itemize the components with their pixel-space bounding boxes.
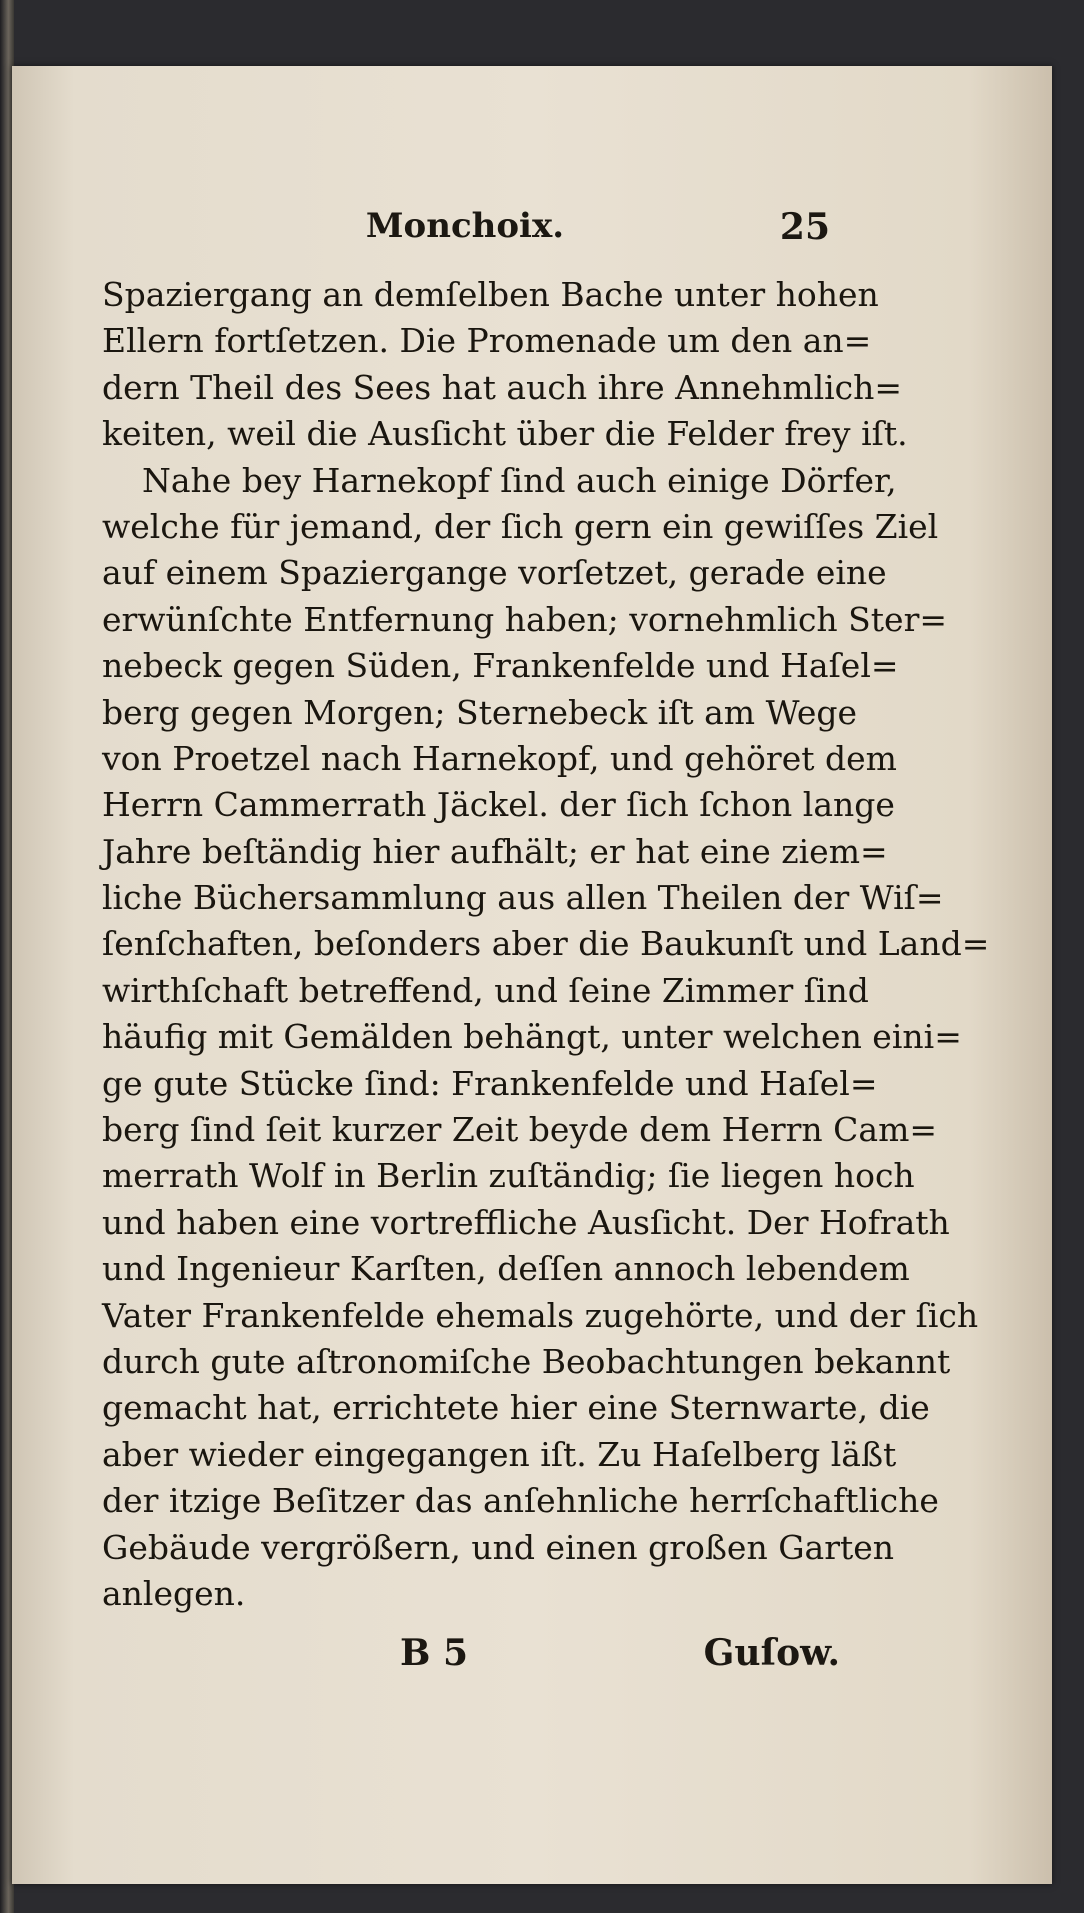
text-line: ſenſchaften, beſonders aber die Baukunſt und Land= [102, 924, 990, 964]
text-line: von Proetzel nach Harnekopf, und gehöret dem [102, 738, 897, 778]
text-line: Herrn Cammerrath Jäckel. der ſich ſchon lange [102, 785, 895, 825]
page-header [100, 206, 830, 256]
text-line: wirthſchaft betreffend, und ſeine Zimmer ſind [102, 970, 869, 1010]
text-line: Gebäude vergrößern, und einen großen Garten [102, 1527, 895, 1567]
text-line: dern Theil des Sees hat auch ihre Annehmlich= [102, 367, 903, 407]
text-line: berg gegen Morgen; Sternebeck iſt am Wege [102, 692, 858, 732]
text-line: Spaziergang an demſelben Bache unter hohen [102, 275, 879, 314]
text-line: häufig mit Gemälden behängt, unter welchen eini= [102, 1017, 962, 1057]
text-line: anlegen. [102, 1573, 246, 1613]
text-line: auf einem Spaziergange vorſetzet, gerade eine [102, 553, 887, 593]
text-line: keiten, weil die Ausſicht über die Felder frey iſt. [102, 414, 908, 454]
text-line: der itzige Beſitzer das anſehnliche herrſchaftliche [102, 1481, 939, 1521]
text-line: liche Büchersammlung aus allen Theilen der Wiſ= [102, 878, 944, 918]
text-line: merrath Wolf in Berlin zuſtändig; ſie liegen hoch [102, 1156, 915, 1196]
page-number: 25 [779, 206, 830, 248]
text-line: und haben eine vortreffliche Ausſicht. Der Hofrath [102, 1202, 950, 1242]
running-head: Monchoix. [365, 206, 565, 246]
text-line: welche für jemand, der ſich gern ein gewiſſes Ziel [102, 506, 939, 546]
catchword: Guſow. [703, 1632, 840, 1674]
text-line: ge gute Stücke ſind: Frankenfelde und Haſel= [102, 1063, 878, 1103]
text-line: Ellern fortſetzen. Die Promenade um den an= [102, 321, 872, 361]
body-text [102, 272, 990, 1617]
text-line: aber wieder eingegangen iſt. Zu Haſelberg läßt [102, 1434, 897, 1474]
text-line: und Ingenieur Karſten, deſſen annoch lebendem [102, 1249, 910, 1289]
text-line: berg ſind ſeit kurzer Zeit beyde dem Herrn Cam= [102, 1110, 938, 1150]
signature-mark: B 5 [400, 1632, 469, 1674]
text-line: Jahre beſtändig hier aufhält; er hat eine ziem= [102, 831, 888, 871]
text-line: durch gute aſtronomiſche Beobachtungen bekannt [102, 1341, 951, 1381]
page-footer [100, 1632, 840, 1682]
text-line: Vater Frankenfelde ehemals zugehörte, und der ſich [102, 1295, 979, 1335]
text-line: nebeck gegen Süden, Frankenfelde und Haſel= [102, 646, 899, 686]
text-line: Nahe bey Harnekopf ſind auch einige Dörfer, [142, 460, 897, 500]
text-line: erwünſchte Entfernung haben; vornehmlich Ster= [102, 599, 947, 639]
text-line: gemacht hat, errichtete hier eine Sternwarte, die [102, 1388, 930, 1428]
